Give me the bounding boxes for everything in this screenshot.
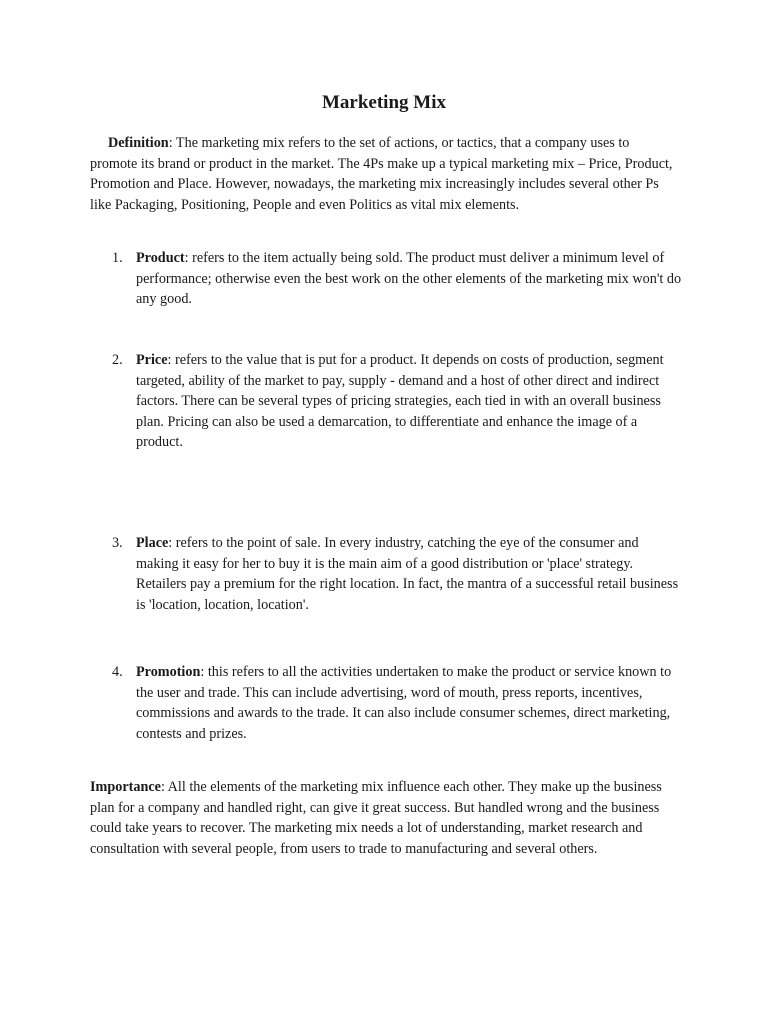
list-item-text: : refers to the item actually being sold. The product must deliver a minimum level of performance; otherwise even the best work on the other elements of the marketing mix won't do any good.	[136, 250, 682, 308]
list-item-label: Place	[136, 535, 169, 551]
list-item-promotion	[112, 662, 682, 744]
list-item-text: : refers to the point of sale. In every industry, catching the eye of the consumer and making it easy for her to buy it is the main aim of a good distribution or 'place' strategy. Retailers pay a premium for the right location. In fact, the mantra of a successful retail business is 'location, location, location'.	[136, 535, 679, 613]
definition-label: Definition	[108, 135, 169, 151]
list-item-text: : refers to the value that is put for a product. It depends on costs of production, segment targeted, ability of the market to pay, supply - demand and a host of other direct and indirect factors. There can be several types of pricing strategies, each tied in with an overall business plan. Pricing can also be used a demarcation, to differentiate and enhance the image of a product.	[136, 352, 664, 451]
list-item-body	[136, 533, 682, 615]
page-title: Marketing Mix	[321, 92, 446, 113]
importance-text: : All the elements of the marketing mix influence each other. They make up the business plan for a company and handled right, can give it great success. But handled wrong and the business could take years to recover. The marketing mix needs a lot of understanding, market research and consultation with several people, from users to trade to manufacturing and several others.	[90, 779, 662, 857]
list-item-number: 3.	[112, 535, 123, 551]
list-item-body	[136, 248, 682, 310]
list-item-place	[112, 533, 682, 615]
definition-text: : The marketing mix refers to the set of actions, or tactics, that a company uses to promote its brand or product in the market. The 4Ps make up a typical marketing mix – Price, Product, Promotion and Place. However, nowadays, the marketing mix increasingly includes several other Ps like Packaging, Positioning, People and even Politics as vital mix elements.	[90, 135, 673, 213]
list-item-number: 1.	[112, 250, 123, 266]
list-item-label: Product	[136, 250, 185, 266]
definition-paragraph	[90, 133, 680, 215]
importance-paragraph	[90, 777, 680, 859]
list-item-body	[136, 662, 682, 744]
list-item-body	[136, 350, 682, 453]
list-item-label: Price	[136, 352, 168, 368]
importance-label: Importance	[90, 779, 161, 795]
list-item-number: 2.	[112, 352, 123, 368]
list-item-label: Promotion	[136, 664, 201, 680]
list-item-product	[112, 248, 682, 310]
list-item-text: : this refers to all the activities undertaken to make the product or service known to the user and trade. This can include advertising, word of mouth, press reports, incentives, commissions and awards to the trade. It can also include consumer schemes, direct marketing, contests and prizes.	[136, 664, 672, 742]
list-item-price	[112, 350, 682, 453]
list-item-number: 4.	[112, 664, 123, 680]
